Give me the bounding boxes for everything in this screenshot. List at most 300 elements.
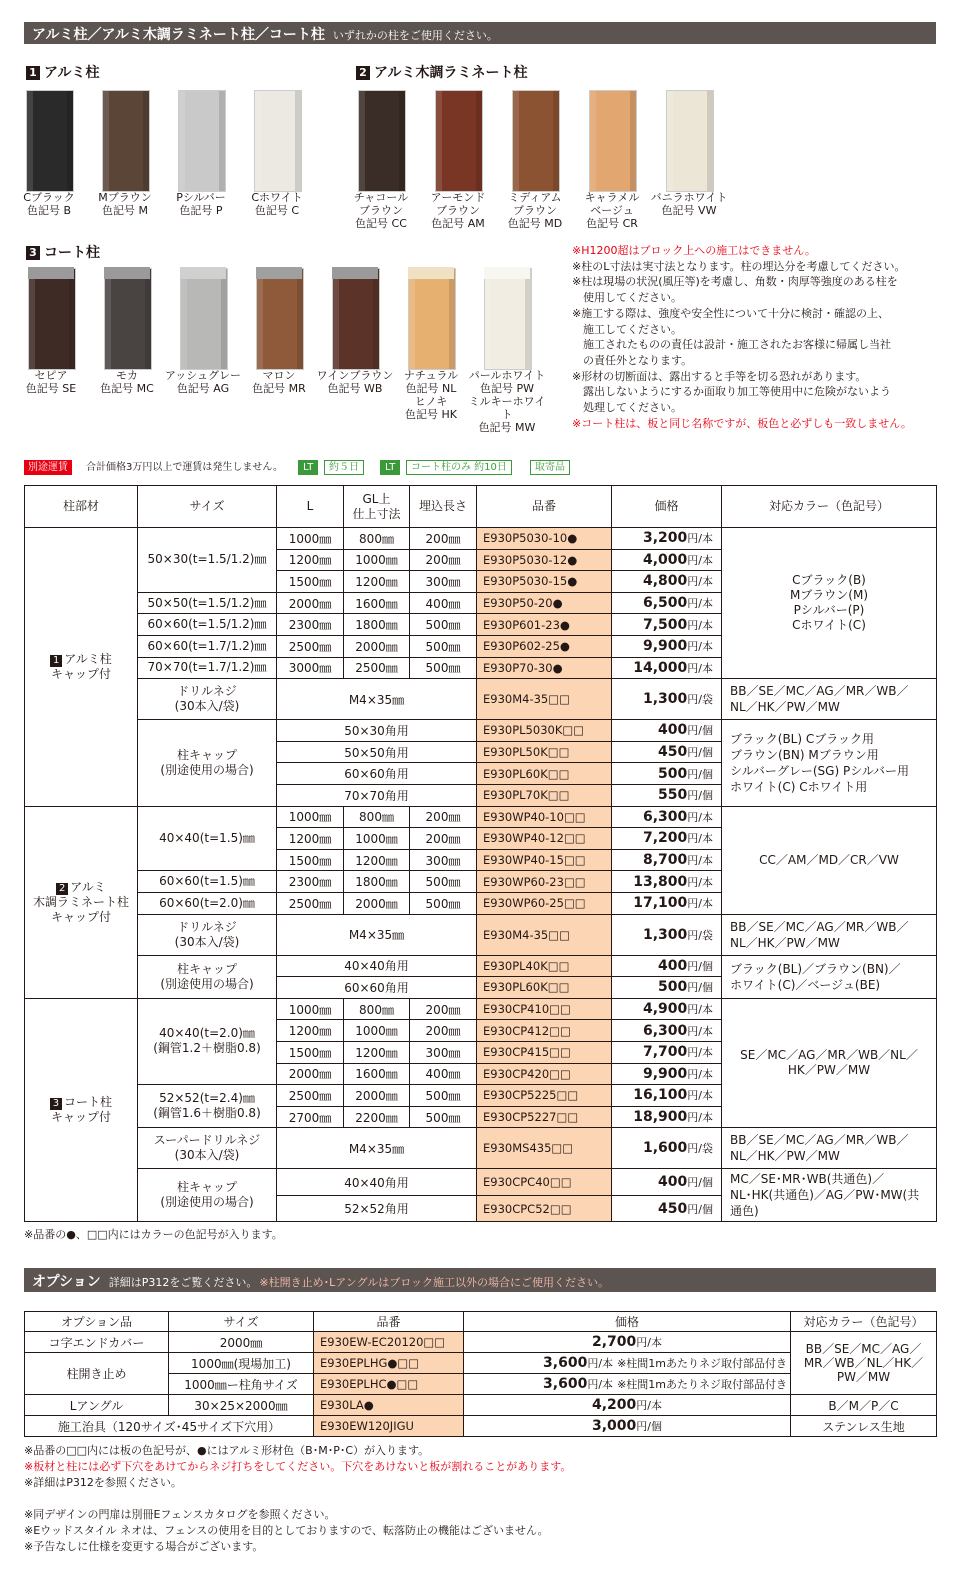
size: 70×70(t=1.7/1.2)㎜ <box>138 657 277 679</box>
gl-height: 2500㎜ <box>344 657 410 679</box>
price-value: 7,200 <box>642 830 688 847</box>
table-row <box>25 914 937 955</box>
embed-depth: 300㎜ <box>410 1041 477 1063</box>
price-unit: 円/袋 <box>687 928 713 942</box>
post-cap <box>104 267 150 279</box>
part-number: 3 <box>50 1098 62 1110</box>
note-line: ※施工する際は、強度や安全性について十分に検討・確認の上、 <box>572 306 889 320</box>
lt-value-1: 約５日 <box>324 460 364 475</box>
part-number-code: E930P602-25● <box>477 635 612 657</box>
price <box>612 1085 722 1107</box>
price-unit: 円/本 <box>687 810 713 824</box>
post-cap <box>408 267 454 279</box>
spec: 50×50角用 <box>277 741 477 763</box>
post-swatch <box>484 268 532 370</box>
price-note: ※柱間1mあたりネジ取付部品付き <box>617 1378 787 1391</box>
column-header: GL上 仕上寸法 <box>344 486 410 528</box>
footnote: ※品番の□□内には板の色記号が、●にはアルミ形材色（B･M･P･C）が入ります。 <box>24 1444 430 1457</box>
part-number-code: E930CP5225□□ <box>477 1085 612 1107</box>
spec: 70×70角用 <box>277 784 477 806</box>
table-row <box>25 720 937 742</box>
column-header: 価格 <box>464 1312 791 1332</box>
options-title: オプション <box>32 1274 101 1290</box>
embed-depth: 500㎜ <box>410 657 477 679</box>
gl-height: 1200㎜ <box>344 1041 410 1063</box>
swatch-label: ミディアム ブラウン 色記号 MD <box>507 191 563 230</box>
part-label: アルミ柱 キャップ付 <box>50 651 112 681</box>
column-header: 埋込長さ <box>410 486 477 528</box>
post-swatch <box>256 268 304 370</box>
swatch-label: Mブラウン 色記号 M <box>98 191 152 217</box>
part-number-code: E930LA● <box>314 1395 464 1416</box>
part-number-code: E930MS435□□ <box>477 1128 612 1169</box>
price <box>612 679 722 720</box>
size: 50×30(t=1.5/1.2)㎜ <box>138 528 277 593</box>
price-unit: 円/本 <box>636 1399 662 1412</box>
embed-depth: 500㎜ <box>410 635 477 657</box>
price <box>464 1374 791 1395</box>
table-note: ※品番の●、□□内にはカラーの色記号が入ります。 <box>24 1228 283 1241</box>
post-swatch <box>666 90 714 192</box>
notes <box>572 243 942 431</box>
table-row <box>25 1416 937 1437</box>
price-unit: 円/本 <box>687 597 713 611</box>
price <box>612 977 722 999</box>
price-unit: 円/本 <box>687 618 713 632</box>
part-label: コート柱 キャップ付 <box>50 1095 112 1125</box>
length: 1500㎜ <box>277 571 344 593</box>
size: 40×40(t=2.0)㎜ (鋼管1.2＋樹脂0.8) <box>138 998 277 1084</box>
spec: 52×52角用 <box>277 1195 477 1222</box>
part-number-code: E930CP410□□ <box>477 998 612 1020</box>
price <box>612 955 722 977</box>
price-value: 6,300 <box>642 1022 688 1039</box>
colors: BB／SE／MC／AG／MR／WB／ NL／HK／PW／MW <box>722 914 937 955</box>
price-unit: 円/本 <box>687 854 713 868</box>
price <box>612 592 722 614</box>
post-swatch <box>589 90 637 192</box>
price <box>612 635 722 657</box>
part-number-code: E930PL40K□□ <box>477 955 612 977</box>
length: 2500㎜ <box>277 1085 344 1107</box>
price-value: 4,900 <box>642 1001 688 1018</box>
section-header-options <box>24 1268 936 1292</box>
part-number-code: E930PL70K□□ <box>477 784 612 806</box>
table-row <box>25 1395 937 1416</box>
length: 2300㎜ <box>277 871 344 893</box>
embed-depth: 400㎜ <box>410 1063 477 1085</box>
price-value: 500 <box>658 765 688 782</box>
price-unit: 円/本 <box>687 875 713 889</box>
part-number-code: E930EPLHC●□□ <box>314 1374 464 1395</box>
spec: M4×35㎜ <box>277 914 477 955</box>
length: 1200㎜ <box>277 828 344 850</box>
part-number-code: E930EW120JIGU <box>314 1416 464 1437</box>
part-name <box>25 998 138 1222</box>
column-header: 対応カラー（色記号） <box>722 486 937 528</box>
price-unit: 円/個 <box>687 746 713 760</box>
length: 2000㎜ <box>277 1063 344 1085</box>
price-value: 1,300 <box>642 691 688 708</box>
embed-depth: 500㎜ <box>410 1085 477 1107</box>
price-value: 400 <box>658 957 688 974</box>
price <box>612 1195 722 1222</box>
post-swatch <box>178 90 226 192</box>
size: 60×60(t=1.5/1.2)㎜ <box>138 614 277 636</box>
spec: M4×35㎜ <box>277 1128 477 1169</box>
embed-depth: 400㎜ <box>410 592 477 614</box>
note-line: ※柱のL寸法は実寸法となります。柱の埋込分を考慮してください。 <box>572 259 906 273</box>
shipping-text: 合計価格3万円以上で運賃は発生しません。 <box>86 462 283 473</box>
swatch-label: Cブラック 色記号 B <box>23 191 75 217</box>
length: 1000㎜ <box>277 528 344 550</box>
embed-depth: 500㎜ <box>410 892 477 914</box>
price-value: 1,300 <box>642 926 688 943</box>
part-number-code: E930WP40-12□□ <box>477 828 612 850</box>
price <box>612 741 722 763</box>
column-header: 対応カラー（色記号） <box>791 1312 937 1332</box>
size: 60×60(t=1.7/1.2)㎜ <box>138 635 277 657</box>
part-name <box>25 806 138 998</box>
length: 3000㎜ <box>277 657 344 679</box>
length: 1000㎜ <box>277 998 344 1020</box>
swatch-label: パールホワイト 色記号 PW ミルキーホワイト 色記号 MW <box>468 369 546 434</box>
size: 60×60(t=2.0)㎜ <box>138 892 277 914</box>
post-cap <box>180 267 226 279</box>
size: 1000㎜ー柱角サイズ <box>169 1374 314 1395</box>
length: 1500㎜ <box>277 1041 344 1063</box>
part-number-code: E930P5030-15● <box>477 571 612 593</box>
price-value: 3,200 <box>642 530 688 547</box>
price-value: 16,100 <box>633 1087 688 1104</box>
gl-height: 1000㎜ <box>344 1020 410 1042</box>
options-warning: ※柱開き止め･Lアングルはブロック施工以外の場合にご使用ください。 <box>259 1276 610 1289</box>
price-unit: 円/本 <box>587 1357 614 1370</box>
item-name: スーパードリルネジ (30本入/袋) <box>138 1128 277 1169</box>
price-unit: 円/本 <box>687 532 713 546</box>
size: 1000㎜(現場加工) <box>169 1353 314 1374</box>
length: 1500㎜ <box>277 849 344 871</box>
price <box>464 1395 791 1416</box>
swatch-label: キャラメル ベージュ 色記号 CR <box>584 191 640 230</box>
gl-height: 1800㎜ <box>344 871 410 893</box>
footnote: ※Eウッドスタイル ネオは、フェンスの使用を目的としておりますので、転落防止の機能はございません。 <box>24 1524 549 1537</box>
note-line: 使用してください。 <box>572 291 682 305</box>
length: 1200㎜ <box>277 1020 344 1042</box>
price-unit: 円/個 <box>687 767 713 781</box>
part-number-code: E930P5030-12● <box>477 549 612 571</box>
embed-depth: 200㎜ <box>410 1020 477 1042</box>
option-name: 柱開き止め <box>25 1353 169 1395</box>
price <box>612 1128 722 1169</box>
price-value: 8,700 <box>642 852 688 869</box>
length: 2700㎜ <box>277 1106 344 1128</box>
price-unit: 円/本 <box>687 1111 713 1125</box>
price <box>612 720 722 742</box>
post-swatch <box>26 90 74 192</box>
post-price-table <box>24 485 937 1222</box>
part-number-code: E930CP412□□ <box>477 1020 612 1042</box>
note-line: 処理してください。 <box>572 401 682 415</box>
post-swatch <box>180 268 228 370</box>
price <box>612 806 722 828</box>
embed-depth: 500㎜ <box>410 871 477 893</box>
embed-depth: 200㎜ <box>410 806 477 828</box>
part-name <box>25 528 138 807</box>
part-number-code: E930CP415□□ <box>477 1041 612 1063</box>
column-header: 柱部材 <box>25 486 138 528</box>
price-value: 4,000 <box>642 551 688 568</box>
price <box>612 871 722 893</box>
part-number-code: E930CPC52□□ <box>477 1195 612 1222</box>
post-swatch <box>332 268 380 370</box>
price-value: 9,900 <box>642 638 688 655</box>
price <box>612 657 722 679</box>
embed-depth: 300㎜ <box>410 571 477 593</box>
part-number: 1 <box>50 655 62 667</box>
length: 2300㎜ <box>277 614 344 636</box>
price <box>612 1106 722 1128</box>
post-swatch <box>254 90 302 192</box>
table-row <box>25 1169 937 1196</box>
size: 40×40(t=1.5)㎜ <box>138 806 277 871</box>
price-value: 1,600 <box>642 1140 688 1157</box>
footnote: ※同デザインの門扉は別冊Eフェンスカタログを参照ください。 <box>24 1508 336 1521</box>
price-unit: 円/個 <box>687 1176 713 1190</box>
post-swatch <box>28 268 76 370</box>
price-value: 4,800 <box>642 573 688 590</box>
price-value: 400 <box>658 1174 688 1191</box>
part-number-code: E930WP60-25□□ <box>477 892 612 914</box>
price-unit: 円/本 <box>687 575 713 589</box>
colors: MC／SE･MR･WB(共通色)／ NL･HK(共通色)／AG／PW･MW(共通色) <box>722 1169 937 1222</box>
table-row <box>25 679 937 720</box>
header-subtitle: いずれかの柱をご使用ください。 <box>332 29 498 42</box>
gl-height: 2000㎜ <box>344 635 410 657</box>
price-unit: 円/個 <box>687 789 713 803</box>
swatch-label: アッシュグレー 色記号 AG <box>164 369 241 395</box>
swatch-label: ワインブラウン 色記号 WB <box>316 369 394 395</box>
embed-depth: 200㎜ <box>410 549 477 571</box>
option-name: Lアングル <box>25 1395 169 1416</box>
price-unit: 円/個 <box>687 1202 713 1216</box>
colors: CC／AM／MD／CR／VW <box>722 806 937 914</box>
table-row <box>25 1128 937 1169</box>
spec: M4×35㎜ <box>277 679 477 720</box>
part-number-code: E930PL5030K□□ <box>477 720 612 742</box>
embed-depth: 200㎜ <box>410 528 477 550</box>
part-number-code: E930PL60K□□ <box>477 977 612 999</box>
price-value: 3,600 <box>543 1376 588 1392</box>
column-header: サイズ <box>138 486 277 528</box>
item-name: ドリルネジ (30本入/袋) <box>138 679 277 720</box>
price <box>612 549 722 571</box>
price-value: 9,900 <box>642 1065 688 1082</box>
colors: SE／MC／AG／MR／WB／NL／ HK／PW／MW <box>722 998 937 1128</box>
length: 1000㎜ <box>277 806 344 828</box>
colors: BB／SE／MC／AG／MR／WB／ NL／HK／PW／MW <box>722 1128 937 1169</box>
price <box>612 1063 722 1085</box>
part-number-code: E930EPLHG●□□ <box>314 1353 464 1374</box>
item-name: 柱キャップ (別途使用の場合) <box>138 1169 277 1222</box>
price-value: 450 <box>658 744 688 761</box>
embed-depth: 500㎜ <box>410 1106 477 1128</box>
column-header: 価格 <box>612 486 722 528</box>
footnote: ※予告なしに仕様を変更する場合がございます。 <box>24 1540 264 1553</box>
column-header: 品番 <box>477 486 612 528</box>
price <box>612 914 722 955</box>
note-line: 露出しないようにするか面取り加工等使用中に危険がないよう <box>572 385 891 399</box>
gl-height: 800㎜ <box>344 806 410 828</box>
note-line: ※H1200超はブロック上への施工はできません。 <box>572 244 816 257</box>
footnote: ※詳細はP312を参照ください。 <box>24 1476 182 1489</box>
item-name: ドリルネジ (30本入/袋) <box>138 914 277 955</box>
laminate-section-title: 2 アルミ木調ラミネート柱 <box>356 62 527 82</box>
price <box>612 1169 722 1196</box>
price-value: 13,800 <box>633 873 688 890</box>
note-line: 施工してください。 <box>572 322 682 336</box>
size: 2000㎜ <box>169 1332 314 1353</box>
price-value: 3,600 <box>543 1355 588 1371</box>
price-value: 6,500 <box>642 595 688 612</box>
column-header: 品番 <box>314 1312 464 1332</box>
price-value: 2,700 <box>591 1334 637 1350</box>
size: 60×60(t=1.5)㎜ <box>138 871 277 893</box>
price-unit: 円/本 <box>587 1378 614 1391</box>
price-unit: 円/本 <box>687 1003 713 1017</box>
price-value: 3,000 <box>591 1418 637 1434</box>
note-line: ※柱は現場の状況(風圧等)を考慮し、角数・肉厚等強度のある柱を <box>572 275 898 289</box>
price-value: 17,100 <box>633 895 688 912</box>
table-row <box>25 806 937 828</box>
lt-badge-1: LT <box>298 460 318 475</box>
length: 2500㎜ <box>277 635 344 657</box>
embed-depth: 200㎜ <box>410 828 477 850</box>
gl-height: 2000㎜ <box>344 892 410 914</box>
part-number-code: E930P601-23● <box>477 614 612 636</box>
item-name: 柱キャップ (別途使用の場合) <box>138 720 277 806</box>
shipping-badge: 別途運賃 <box>24 460 72 475</box>
post-swatch <box>408 268 456 370</box>
note-line: 施工されたものの責任は設計・施工されたお客様に帰属し当社 <box>572 338 891 352</box>
price <box>612 849 722 871</box>
gl-height: 1800㎜ <box>344 614 410 636</box>
colors: BB／SE／MC／AG／ MR／WB／NL／HK／ PW／MW <box>791 1332 937 1395</box>
price-unit: 円/個 <box>636 1420 662 1433</box>
swatch-label: アーモンド ブラウン 色記号 AM <box>430 191 486 230</box>
post-swatch <box>512 90 560 192</box>
embed-depth: 500㎜ <box>410 614 477 636</box>
price-note: ※柱間1mあたりネジ取付部品付き <box>617 1357 787 1370</box>
part-number-code: E930CP5227□□ <box>477 1106 612 1128</box>
price-unit: 円/本 <box>687 832 713 846</box>
swatch-label: モカ 色記号 MC <box>100 369 154 395</box>
spec: 60×60角用 <box>277 763 477 785</box>
price <box>612 828 722 850</box>
part-number-code: E930P5030-10● <box>477 528 612 550</box>
price-unit: 円/袋 <box>687 693 713 707</box>
table-row <box>25 998 937 1020</box>
price-value: 450 <box>658 1200 688 1217</box>
post-swatch <box>102 90 150 192</box>
swatch-label: バニラホワイト 色記号 VW <box>650 191 728 217</box>
price-unit: 円/本 <box>636 1336 662 1349</box>
option-name: コ字エンドカバー <box>25 1332 169 1353</box>
price-unit: 円/本 <box>687 640 713 654</box>
note-line: の責任外となります。 <box>572 353 693 367</box>
part-label: アルミ 木調ラミネート柱 キャップ付 <box>32 879 129 924</box>
header-title: アルミ柱／アルミ木調ラミネート柱／コート柱 <box>32 27 325 43</box>
price-unit: 円/個 <box>687 959 713 973</box>
length: 1200㎜ <box>277 549 344 571</box>
part-number-code: E930WP60-23□□ <box>477 871 612 893</box>
order-badge: 取寄品 <box>530 460 570 475</box>
options-subtitle: 詳細はP312をご覧ください。 <box>108 1276 258 1289</box>
colors: ステンレス生地 <box>791 1416 937 1437</box>
price-unit: 円/袋 <box>687 1142 713 1156</box>
gl-height: 1000㎜ <box>344 828 410 850</box>
price <box>612 571 722 593</box>
gl-height: 1200㎜ <box>344 849 410 871</box>
price <box>464 1416 791 1437</box>
price-unit: 円/本 <box>687 661 713 675</box>
price-unit: 円/本 <box>687 1089 713 1103</box>
swatch-label: Cホワイト 色記号 C <box>251 191 303 217</box>
part-number-code: E930WP40-15□□ <box>477 849 612 871</box>
part-number: 2 <box>56 883 68 895</box>
lt-value-2: コート柱のみ 約10日 <box>406 460 512 475</box>
embed-depth: 200㎜ <box>410 998 477 1020</box>
column-header: L <box>277 486 344 528</box>
size: 50×50(t=1.5/1.2)㎜ <box>138 592 277 614</box>
length: 2500㎜ <box>277 892 344 914</box>
post-cap <box>28 267 74 279</box>
price-value: 6,300 <box>642 808 688 825</box>
part-number-code: E930CPC40□□ <box>477 1169 612 1196</box>
post-cap <box>256 267 302 279</box>
price <box>612 892 722 914</box>
length: 2000㎜ <box>277 592 344 614</box>
post-swatch <box>358 90 406 192</box>
gl-height: 1600㎜ <box>344 592 410 614</box>
price-value: 500 <box>658 979 688 996</box>
gl-height: 800㎜ <box>344 998 410 1020</box>
price-value: 14,000 <box>633 659 688 676</box>
swatch-label: Pシルバー 色記号 P <box>176 191 226 217</box>
table-row <box>25 955 937 977</box>
part-number-code: E930CP420□□ <box>477 1063 612 1085</box>
column-header: オプション品 <box>25 1312 169 1332</box>
swatch-label: チャコール ブラウン 色記号 CC <box>353 191 409 230</box>
table-row <box>25 1332 937 1353</box>
price-unit: 円/個 <box>687 724 713 738</box>
options-table <box>24 1311 937 1437</box>
size: 52×52(t=2.4)㎜ (鋼管1.6＋樹脂0.8) <box>138 1085 277 1128</box>
swatch-label: セピア 色記号 SE <box>25 369 77 395</box>
part-number-code: E930P50-20● <box>477 592 612 614</box>
part-number-code: E930WP40-10□□ <box>477 806 612 828</box>
colors: ブラック(BL)／ブラウン(BN)／ ホワイト(C)／ベージュ(BE) <box>722 955 937 998</box>
embed-depth: 300㎜ <box>410 849 477 871</box>
price-unit: 円/本 <box>687 897 713 911</box>
price-value: 18,900 <box>633 1109 688 1126</box>
colors: BB／SE／MC／AG／MR／WB／ NL／HK／PW／MW <box>722 679 937 720</box>
post-swatch <box>435 90 483 192</box>
price <box>612 614 722 636</box>
table-row <box>25 528 937 550</box>
price-unit: 円/本 <box>687 553 713 567</box>
price <box>612 763 722 785</box>
